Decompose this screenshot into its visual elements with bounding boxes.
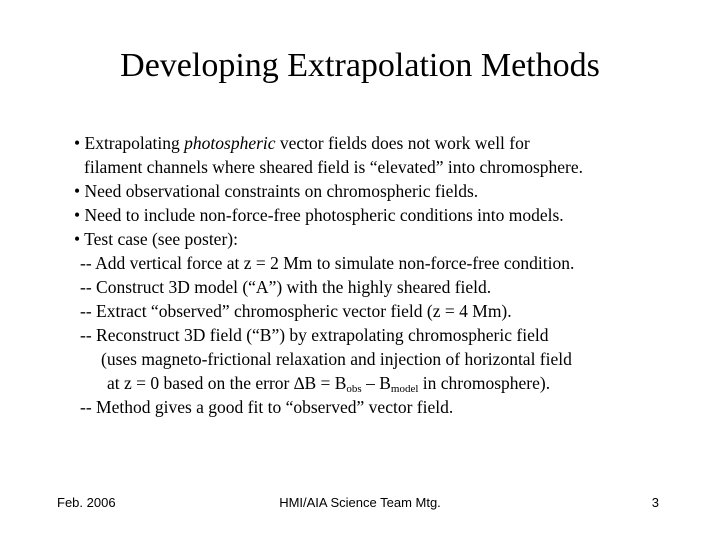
- formula-text: ∆B = B: [293, 373, 347, 393]
- sub-item-vertical-force: -- Add vertical force at z = 2 Mm to simulate non-force-free condition.: [80, 253, 575, 273]
- formula-text: at z = 0 based on the error: [107, 373, 294, 393]
- bullet-continuation: filament channels where sheared field is “elevated” into chromosphere.: [84, 157, 584, 177]
- slide-body: [74, 131, 583, 419]
- bullet-text: • Extrapolating: [74, 133, 185, 153]
- subscript-model: model: [390, 383, 419, 395]
- subscript-obs: obs: [346, 383, 362, 395]
- sub-item-construct: -- Construct 3D model (“A”) with the highly sheared field.: [80, 277, 492, 297]
- formula-text: in chromosphere).: [418, 373, 551, 393]
- footer-date: Feb. 2006: [57, 495, 116, 510]
- bullet-non-force-free: • Need to include non-force-free photospheric conditions into models.: [74, 205, 564, 225]
- sub-item-method-fit: -- Method gives a good fit to “observed” vector field.: [80, 397, 454, 417]
- sub-item-continuation: (uses magneto-frictional relaxation and injection of horizontal field: [101, 349, 572, 369]
- slide-title: Developing Extrapolation Methods: [120, 47, 600, 84]
- bullet-observational: • Need observational constraints on chromospheric fields.: [74, 181, 479, 201]
- footer-page-number: 3: [651, 495, 659, 510]
- bullet-text: vector fields does not work well for: [275, 133, 530, 153]
- sub-item-continuation-formula: [74, 371, 583, 395]
- formula-text: – B: [361, 373, 391, 393]
- italic-term: photospheric: [184, 133, 276, 153]
- footer-meeting: HMI/AIA Science Team Mtg.: [279, 495, 441, 510]
- bullet-test-case: • Test case (see poster):: [74, 229, 238, 249]
- bullet-extrapolating: [74, 131, 583, 155]
- sub-item-reconstruct: -- Reconstruct 3D field (“B”) by extrapolating chromospheric field: [80, 325, 549, 345]
- sub-item-extract: -- Extract “observed” chromospheric vector field (z = 4 Mm).: [80, 301, 512, 321]
